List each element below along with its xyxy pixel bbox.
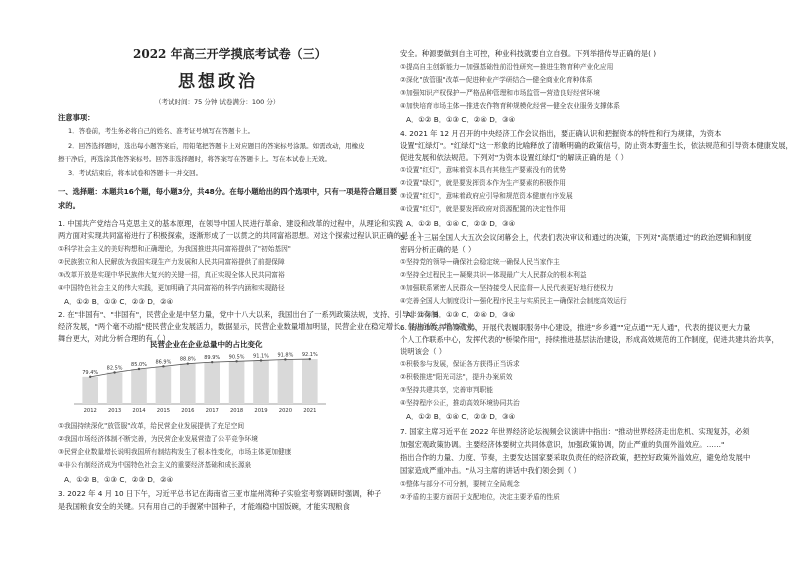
chart-data-label: 89.9% [204,355,221,362]
q7-stem: 7. 国家主席习近平在 2022 年世界经济论坛视频会议演讲中指出："推动世界经济走出危机、实现复苏，必须 [400,427,750,436]
chart-point [260,359,262,361]
chart-data-label: 91.1% [253,353,269,360]
section-heading-cont: 求的。 [58,201,80,210]
chart-data-label: 79.4% [82,369,99,376]
chart-bar [204,362,220,404]
notice-heading: 注意事项： [58,113,95,122]
chart-x-tick-label: 2016 [181,408,195,414]
chart-point [162,365,164,367]
chart-x-tick-label: 2015 [156,408,171,414]
right-column [400,0,793,562]
chart-x-tick-label: 2014 [132,408,146,414]
chart-x-tick-label: 2017 [205,408,219,414]
q6-item-4: ④坚持程序公正，推动高效环境协同共治 [400,399,520,407]
chart-bar [253,360,269,404]
q5-stem: 5. 在十三届全国人大五次会议闭幕会上，代表们表决审议和通过的决策，下列对"高票通过"的政治逻辑和制度 [400,233,752,242]
chart-x-tick-label: 2021 [303,408,317,414]
chart-data-label: 90.5% [228,354,245,361]
exam-title: 2022 年高三开学摸底考试卷（三） [133,47,327,61]
q6-stem-cont-1: 个人工作联系中心，发挥代表的"桥梁作用"，持续推进基层法治建设，形成高效规范的工作制度，促进共建共治共享， [400,335,779,344]
q2-stem-cont-1: 经济发展，"两个毫不动摇"使民营企业发展活力，数据显示，民营企业数量增加明显，民营企业在稳定增长、促进创新、增加就业、 [58,322,481,331]
q4-options: A．①② B．①④ C．②③ D．③④ [406,219,516,228]
q4-item-1: ①设置"红灯"，意味着资本具有其他生产要素没有的优势 [400,166,566,174]
subject-title: 思想政治 [178,72,258,92]
q1-stem: 1. 中国共产党结合马克思主义的基本原理，在领导中国人民进行革命、建设和改革的过程中，从理论和实践 [58,219,403,228]
q2-item-4: ④非公有制经济成为中国特色社会主义的重要经济基础和成长源泉 [58,461,252,469]
chart-x-tick-label: 2013 [107,408,122,414]
chart-x-tick-label: 2019 [254,408,268,414]
chart-bar [180,364,196,404]
chart-point [89,376,91,378]
chart-data-label: 91.8% [277,352,294,359]
q3-item-4: ④加快培育市场主体—推进农作物育种规模化经营—健全农业服务支撑体系 [400,102,620,110]
chart-data-label: 85.0% [131,362,147,368]
chart-point [187,362,189,364]
q1-stem-cont: 两方面对实现共同富裕进行了积极探索，逐渐形成了一以贯之的共同富裕思想。对这个探索过程认识正确的是（ ） [58,231,426,240]
q5-item-2: ②坚持全过程民主—凝聚共识—体现最广大人民群众的根本利益 [400,271,587,279]
q2-stem-cont-2: 舞台更大，对此分析合理的有（ ） [58,334,170,343]
exam-info: （考试时间：75 分钟 试卷满分：100 分） [155,98,280,106]
q3-item-1: ①提高自主创新能力—加强基础性前沿性研究—推进生物育种产业化应用 [400,63,614,71]
q6-stem: 6. 南昌市发挥自身优势，开展代表履职服务中心建设，推进"乡乡通""定点通""无人通"，代表的提议更大力量 [400,323,751,332]
q7-stem-cont-2: 指出合作的力量、力度、节奏，主要发达国家要采取负责任的经济政策，把控好政策外溢效应，避免给发展中 [400,453,751,462]
q1-item-2: ②民族独立和人民解放为我国实现生产力发展和人民共同富裕提供了前提保障 [58,258,285,266]
q5-item-4: ④完善全国人大制度设计—强化程序民主与实质民主—确保社会制度高效运行 [400,297,627,305]
q7-stem-cont-1: 加强宏观政策协调。主要经济体要树立共同体意识，加强政策协调，防止严重的负面外溢效应。……" [400,440,725,449]
chart-x-tick-label: 2018 [229,408,244,414]
q5-options: A．①② B．①③ C．②④ D．③④ [406,310,516,319]
q2-item-1: ①我国持续深化"放管服"改革，给民营企业发展提供了充足空间 [58,422,245,430]
q4-item-3: ③设置"红灯"，意味着政府应引导和规范资本健康有序发展 [400,192,573,200]
q5-item-3: ③加强联系紧密人民群众—坚持接受人民监督—人民代表更好地行使权力 [400,284,614,292]
chart-point [284,358,286,360]
q6-options: A．①② B．①④ C．②③ D．③④ [406,412,516,421]
q5-item-1: ①坚持党的领导—确保社会稳定统一确保人民当家作主 [400,258,560,266]
q6-item-3: ③坚持共建共享，完善审判职能 [400,386,493,394]
chart-bar [156,366,172,404]
q3-options: A．①② B．①③ C．②④ D．③④ [406,115,516,124]
q2-stem: 2. 在"非国有"、"非国有"，民营企业是中坚力量，党中十八大以来，我国出台了一系列政策法规，支持、引导非公有制 [58,310,439,319]
chart-point [309,358,311,360]
chart-bar [302,359,318,404]
q3-stem-end: 安全。种源要做到自主可控，种业科技就要自立自强。下列举措传导正确的是( ) [400,49,657,58]
q5-stem-cont: 密码分析正确的是（ ） [400,245,476,254]
q1-item-4: ④中国特色社会主义的伟大实践，更加明确了共同富裕的科学内涵和实现路径 [58,284,285,292]
chart-point [138,368,140,370]
q7-item-1: ①整体与部分不可分割，要树立全局观念 [400,480,520,488]
chart-bar [82,377,98,404]
q3-stem: 3. 2022 年 4 月 10 日下午，习近平总书记在海南省三亚市崖州湾种子实验室考察调研时强调，种子 [58,489,382,498]
q6-item-1: ①积极参与发展，保证各方获得正当诉求 [400,360,520,368]
chart-point [235,360,237,362]
section-heading: 一、选择题：本题共16个题，每小题3分，共48分。在每小题给出的四个选项中，只有一项是符合题目要 [58,187,398,196]
chart-data-label: 82.5% [106,365,123,372]
notice-2: 2．回答选择题时，选出每小题答案后，用铅笔把答题卡上对应题目的答案标号涂黑。如需改动，用橡皮 [68,142,365,150]
chart-data-label: 92.1% [301,352,318,359]
q7-stem-cont-3: 国家造成严重冲击。"从习主席的讲话中我们领会到（ ） [400,466,581,475]
chart-data-label: 88.8% [179,356,196,363]
chart-bar [229,361,245,404]
q2-item-3: ③民营企业数量增长说明我国所有制结构发生了根本性变化，市场主体更加健康 [58,448,292,456]
q3-item-2: ②深化"放管服"改革—促进种业产学研结合—健全商业化育种体系 [400,76,593,84]
chart-point [113,371,115,373]
q6-stem-cont-2: 说明该会（ ） [400,347,447,356]
q4-stem: 4. 2021 年 12 月召开的中央经济工作会议指出，要正确认识和把握资本的特性和行为规律，为资本 [400,129,722,138]
chart-data-label: 86.9% [155,359,172,366]
notice-2-cont: 擦干净后，再选涂其他答案标号。回答非选择题时，将答案写在答题卡上。写在本试卷上无效。 [58,155,331,163]
q4-item-4: ④设置"红灯"，就是要发挥政府对资源配置的决定性作用 [400,205,566,213]
q7-item-2: ②矛盾的主要方面居于支配地位，决定主要矛盾的性质 [400,493,560,501]
q4-stem-cont-1: 设置"红绿灯"。"红绿灯"这一形象的比喻释放了清晰明确的政策信号，防止资本野蛮生长，依法规范和引导资本健康发展， [400,141,793,150]
q3-stem-cont: 是我国粮食安全的关键。只有用自己的手握紧中国种子，才能端稳中国饭碗，才能实现粮食 [58,502,350,511]
q6-item-2: ②积极推进"阳光司法"，提升办案质效 [400,373,513,381]
q1-item-3: ③改革开放是实现中华民族伟大复兴的关键一招，真正实现全体人民共同富裕 [58,271,285,279]
q1-item-1: ①科学社会主义的美好构想和正确理论，为我国推进共同富裕提供了"初始基因" [58,245,291,253]
chart-title: 民营企业在企业总量中的占比变化 [150,340,263,349]
q4-item-2: ②设置"绿灯"，就是要发挥资本作为生产要素的积极作用 [400,179,566,187]
notice-1: 1．答卷前，考生务必将自己的姓名、准考证号填写在答题卡上。 [68,127,255,135]
chart-x-tick-label: 2020 [278,408,293,414]
q2-options: A．①② B．①③ C．②③ D．②④ [64,475,174,484]
notice-3: 3．考试结束后，将本试卷和答题卡一并交回。 [68,169,203,177]
chart-x-tick-label: 2012 [83,408,97,414]
q2-item-2: ②我国市场经济体制不断完善，为民营企业发展营造了公平竞争环境 [58,435,258,443]
private-enterprise-share-chart [68,336,332,416]
q4-stem-cont-2: 促进发展和依法规范。下列对"为资本设置红绿灯"的解读正确的是（ ） [400,153,628,162]
chart-bar [131,369,147,404]
q3-item-3: ③加强知识产权保护—严格品种管理和市场监管—营造良好经营环境 [400,89,600,97]
q1-options: A．①② B．①③ C．②③ D．②④ [64,297,174,306]
chart-bar [107,373,123,405]
chart-point [211,361,213,363]
chart-bar [278,359,294,404]
